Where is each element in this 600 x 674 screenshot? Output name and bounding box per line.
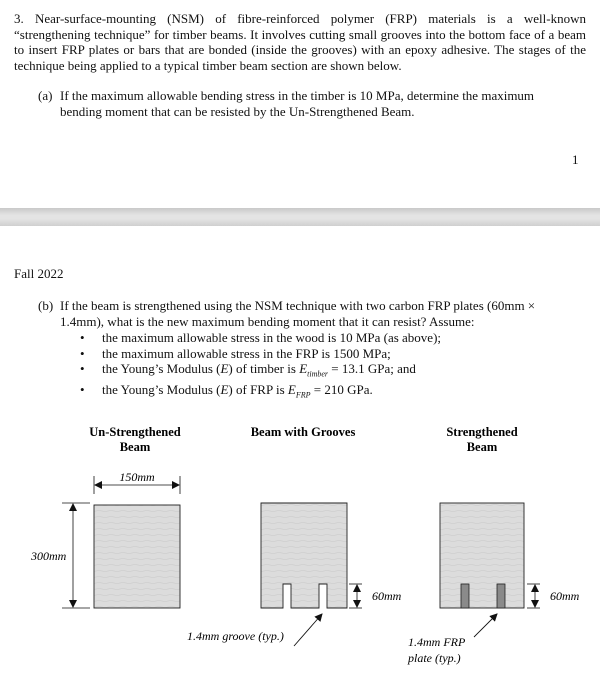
page-2 [0, 226, 600, 674]
assumption-item: • the Young’s Modulus (E) of FRP is $E_{FRP} = 210$ GPa. [80, 382, 441, 403]
groove-depth-label-2: 60mm [550, 589, 580, 603]
assumption-item: • the maximum allowable stress in the FRP is 1500 MPa; [80, 346, 441, 362]
part-a [38, 88, 578, 119]
page-1 [0, 0, 600, 208]
beam-with-grooves [261, 503, 347, 608]
part-b-line2: 1.4mm), what is the new maximum bending moment that it can resist? Assume: [60, 313, 475, 329]
groove-leader [294, 614, 322, 646]
assumption-item: • the maximum allowable stress in the wood is 10 MPa (as above); [80, 330, 441, 346]
title-strengthened: Strengthened [446, 425, 518, 439]
part-a-line1: If the maximum allowable bending stress in the timber is 10 MPa, determine the maximum [60, 88, 535, 103]
frp-plate-right [497, 584, 505, 608]
height-label: 300mm [31, 549, 67, 563]
frp-plate-left [461, 584, 469, 608]
title-grooves: Beam with Grooves [250, 425, 356, 439]
part-b-line1: If the beam is strengthened using the NSM technique with two carbon FRP plates (60mm × [60, 298, 536, 313]
width-label: 150mm [119, 470, 155, 484]
part-a-label: (a) [38, 88, 53, 103]
title-strengthened-2: Beam [466, 440, 498, 454]
term-label: Fall 2022 [14, 266, 64, 281]
title-unstrengthened-2: Beam [119, 440, 151, 454]
groove-note: 1.4mm groove (typ.) [187, 629, 284, 643]
frp-note-line2: plate (typ.) [408, 651, 461, 665]
page-number: 1 [572, 152, 579, 167]
beam-unstrengthened [94, 505, 180, 608]
assumption-item: • the Young’s Modulus (E) of timber is $E_{timber} = 13.1$ GPa; and [80, 361, 441, 382]
title-unstrengthened: Un-Strengthened [89, 425, 181, 439]
groove-depth-label-1: 60mm [372, 589, 402, 603]
part-a-line2: bending moment that can be resisted by the Un-Strengthened Beam. [60, 103, 415, 119]
part-b-label: (b) [38, 298, 54, 313]
page-separator [0, 208, 600, 226]
question-intro: 3. Near-surface-mounting (NSM) of fibre-reinforced polymer (FRP) materials is a well-known “strengthening technique” for timber beams. It involves cutting small grooves into the bottom face of a beam to insert FRP plates or bars that are bonded (inside the grooves) with an epoxy adhesive. The stages of the technique being applied to a typical timber beam section are shown below. [14, 11, 586, 73]
frp-note-line1: 1.4mm FRP [408, 635, 466, 649]
beam-strengthened [440, 503, 524, 608]
beam-figure [0, 226, 600, 674]
frp-leader [474, 614, 497, 637]
